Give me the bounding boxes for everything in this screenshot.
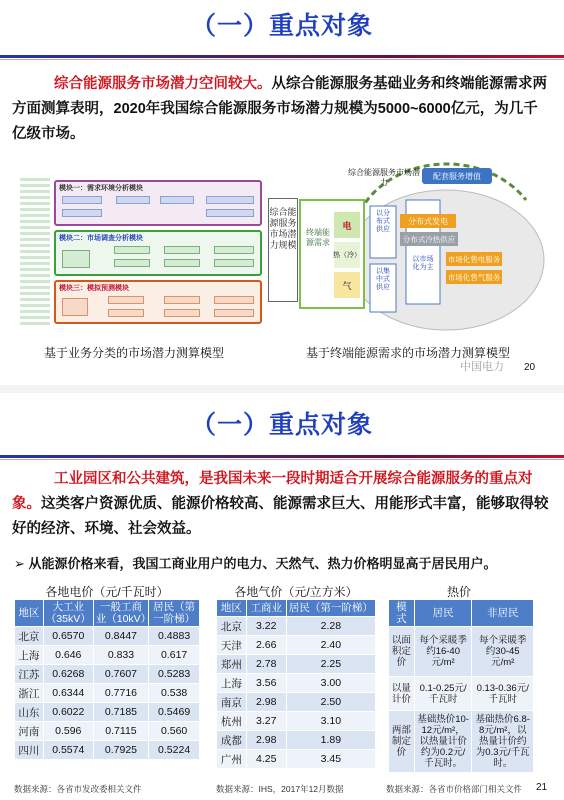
cell: 成都 bbox=[217, 731, 247, 750]
cell: 3.00 bbox=[286, 674, 375, 693]
column-header: 大工业（35kV） bbox=[43, 600, 93, 627]
module-3-block bbox=[164, 309, 200, 317]
terminal-demand-diagram bbox=[296, 160, 546, 332]
heading-rule-thin bbox=[0, 59, 564, 60]
cell: 河南 bbox=[15, 722, 44, 741]
cell: 山东 bbox=[15, 703, 44, 722]
cell: 以面积定价 bbox=[389, 627, 415, 677]
cell: 天津 bbox=[217, 636, 247, 655]
table-row bbox=[15, 741, 200, 760]
targets-highlight: 工业园区和公共建筑，是我国未来一段时期适合开展综合能源服务的重点对象。 bbox=[12, 471, 533, 512]
cell: 郑州 bbox=[217, 655, 247, 674]
gas-table-title: 各地气价（元/立方米） bbox=[234, 585, 358, 599]
table-row bbox=[217, 617, 376, 636]
cell: 每个采暖季约30-45元/m² bbox=[472, 627, 534, 677]
supply-distributed: 以分布式供应 bbox=[376, 210, 390, 233]
cell: 3.10 bbox=[286, 712, 375, 731]
slide-heading: （一）重点对象 bbox=[190, 411, 373, 439]
caption-right: 基于终端能源需求的市场潜力测算模型 bbox=[306, 346, 511, 360]
cell: 杭州 bbox=[217, 712, 247, 731]
column-header: 一般工商业（10kV） bbox=[93, 600, 148, 627]
cell: 2.78 bbox=[246, 655, 286, 674]
cell: 0.5224 bbox=[149, 741, 200, 760]
cell: 2.50 bbox=[286, 693, 375, 712]
heat-source: 数据来源：各省市价格部门相关文件 bbox=[386, 784, 523, 794]
module-1-block bbox=[62, 196, 102, 204]
cell: 0.6570 bbox=[43, 627, 93, 646]
module-2-block bbox=[214, 259, 254, 267]
targets-text: 这类客户资源优质、能源价格较高、能源需求巨大、用能形式丰富，能够取得较好的经济、环境、社会效益。 bbox=[12, 496, 549, 537]
cell: 0.617 bbox=[149, 646, 200, 665]
cell: 四川 bbox=[15, 741, 44, 760]
table-row bbox=[15, 665, 200, 684]
cell: 0.8447 bbox=[93, 627, 148, 646]
cell: 2.25 bbox=[286, 655, 375, 674]
cell: 基础热价6.8-8元/m²，以热量计价约为0.3元/千瓦时。 bbox=[472, 711, 534, 773]
table-row bbox=[217, 693, 376, 712]
table-row bbox=[389, 711, 534, 773]
module-3-block bbox=[62, 298, 88, 316]
module-1-block bbox=[206, 196, 254, 204]
intro-text: 从综合能源服务基础业务和终端能源需求两方面测算表明，2020年我国综合能源服务市场潜力规模为5000~6000亿元，为几千亿级市场。 bbox=[12, 76, 547, 142]
cell: 2.40 bbox=[286, 636, 375, 655]
cell: 2.28 bbox=[286, 617, 375, 636]
cell: 每个采暖季约16-40元/m² bbox=[414, 627, 472, 677]
module-3-title: 模块三：模拟预测模块 bbox=[59, 285, 129, 292]
cell: 0.5469 bbox=[149, 703, 200, 722]
cell: 0.1-0.25元/千瓦时 bbox=[414, 677, 472, 711]
distributed-generation: 分布式发电 bbox=[408, 217, 448, 226]
slide-key-targets bbox=[0, 393, 564, 800]
module-1-block bbox=[206, 209, 254, 217]
intro-paragraph bbox=[12, 72, 552, 147]
table-row bbox=[217, 731, 376, 750]
cell: 3.56 bbox=[246, 674, 286, 693]
cell: 0.7925 bbox=[93, 741, 148, 760]
distributed-heat-supply: 分布式冷热供应 bbox=[402, 235, 456, 244]
cell: 2.98 bbox=[246, 693, 286, 712]
column-header: 非居民 bbox=[472, 600, 534, 627]
electricity-source: 数据来源：各省市发改委相关文件 bbox=[14, 784, 142, 794]
gas-price-table bbox=[216, 599, 376, 769]
gas-source: 数据来源：IHS，2017年12月数据 bbox=[216, 784, 344, 794]
heading-rule bbox=[0, 55, 564, 58]
table-row bbox=[15, 646, 200, 665]
heat-rows bbox=[389, 627, 534, 773]
cell: 0.833 bbox=[93, 646, 148, 665]
cell: 以量计价 bbox=[389, 677, 415, 711]
cell: 北京 bbox=[15, 627, 44, 646]
business-model-diagram bbox=[20, 178, 297, 328]
module-2-block bbox=[214, 246, 254, 254]
cell: 0.5574 bbox=[43, 741, 93, 760]
slide-market-potential bbox=[0, 0, 564, 385]
diagram-top-label: 综合能源服务市场潜力 bbox=[348, 168, 420, 187]
cell: 0.13-0.36元/千瓦时 bbox=[472, 677, 534, 711]
cell: 浙江 bbox=[15, 684, 44, 703]
module-3-block bbox=[214, 296, 254, 304]
heat-table-title: 热价 bbox=[446, 585, 471, 599]
intro-highlight: 综合能源服务市场潜力空间较大。 bbox=[54, 76, 272, 92]
module-3-block bbox=[164, 296, 200, 304]
cell: 0.6268 bbox=[43, 665, 93, 684]
table-row bbox=[15, 703, 200, 722]
cell: 2.66 bbox=[246, 636, 286, 655]
table-row bbox=[217, 712, 376, 731]
column-header: 模式 bbox=[389, 600, 415, 627]
table-row bbox=[217, 636, 376, 655]
slide-divider bbox=[0, 385, 564, 393]
table-row bbox=[217, 655, 376, 674]
module-2-title: 模块二：市场调查分析模块 bbox=[59, 235, 143, 242]
module-1-block bbox=[116, 196, 150, 204]
price-bullet: ➢ 从能源价格来看，我国工商业用户的电力、天然气、热力价格明显高于居民用户。 bbox=[14, 556, 497, 571]
column-header: 地区 bbox=[217, 600, 247, 617]
cell: 北京 bbox=[217, 617, 247, 636]
column-header: 居民（第一阶梯） bbox=[286, 600, 375, 617]
caption-left: 基于业务分类的市场潜力测算模型 bbox=[44, 346, 225, 360]
cell: 1.89 bbox=[286, 731, 375, 750]
targets-paragraph bbox=[12, 467, 552, 542]
table-row bbox=[217, 674, 376, 693]
table-row bbox=[217, 750, 376, 769]
cell: 0.7115 bbox=[93, 722, 148, 741]
column-header: 地区 bbox=[15, 600, 44, 627]
module-3-block bbox=[108, 296, 144, 304]
table-row bbox=[15, 627, 200, 646]
table-row bbox=[389, 627, 534, 677]
market-electricity-service: 市场化售电服务 bbox=[447, 255, 501, 264]
column-header: 居民 bbox=[414, 600, 472, 627]
market-gas-service: 市场化售气服务 bbox=[447, 273, 501, 282]
cell: 4.25 bbox=[246, 750, 286, 769]
gas-rows bbox=[217, 617, 376, 769]
cell: 上海 bbox=[217, 674, 247, 693]
module-1-block bbox=[62, 209, 102, 217]
module-2-block bbox=[62, 250, 90, 268]
table-row bbox=[389, 677, 534, 711]
cell: 两部制定价 bbox=[389, 711, 415, 773]
module-box-3 bbox=[54, 280, 262, 324]
cell: 0.596 bbox=[43, 722, 93, 741]
electricity-rows bbox=[15, 627, 200, 760]
table-row bbox=[15, 722, 200, 741]
module-2-block bbox=[164, 259, 200, 267]
terminal-demand-label: 终端能源需求 bbox=[306, 228, 330, 247]
table-row bbox=[15, 684, 200, 703]
supply-centralized: 以集中式供应 bbox=[376, 268, 390, 291]
column-header: 工商业 bbox=[246, 600, 286, 617]
heading-rule bbox=[0, 455, 564, 458]
cell: 0.538 bbox=[149, 684, 200, 703]
cell-gas: 气 bbox=[342, 281, 352, 291]
cell-electricity: 电 bbox=[342, 221, 352, 231]
cell: 0.560 bbox=[149, 722, 200, 741]
cell: 0.4883 bbox=[149, 627, 200, 646]
service-value-added: 配套服务增值 bbox=[433, 172, 481, 181]
column-header: 居民（第一阶梯） bbox=[149, 600, 200, 627]
cell: 江苏 bbox=[15, 665, 44, 684]
heat-price-table bbox=[388, 599, 534, 773]
module-box-1 bbox=[54, 180, 262, 226]
cell: 0.7607 bbox=[93, 665, 148, 684]
decorative-stripes bbox=[20, 178, 50, 328]
supply-market: 以市场化为主 bbox=[412, 256, 434, 271]
module-3-block bbox=[214, 309, 254, 317]
electricity-table-title: 各地电价（元/千瓦时） bbox=[45, 585, 169, 599]
slide-heading: （一）重点对象 bbox=[190, 12, 373, 40]
cell: 3.45 bbox=[286, 750, 375, 769]
module-2-block bbox=[114, 259, 150, 267]
market-potential-side-label: 综合能源服务市场潜力规模 bbox=[268, 198, 298, 302]
page-number: 20 bbox=[524, 362, 536, 373]
cell: 广州 bbox=[217, 750, 247, 769]
page-number: 21 bbox=[536, 782, 548, 793]
electricity-price-table bbox=[14, 599, 200, 760]
cell: 上海 bbox=[15, 646, 44, 665]
cell: 0.6022 bbox=[43, 703, 93, 722]
module-1-title: 模块一：需求环境分析模块 bbox=[59, 185, 143, 192]
cell: 0.7185 bbox=[93, 703, 148, 722]
cell-heat: 热（冷） bbox=[333, 252, 361, 259]
cell: 3.27 bbox=[246, 712, 286, 731]
cell: 南京 bbox=[217, 693, 247, 712]
cell: 0.7716 bbox=[93, 684, 148, 703]
module-1-block bbox=[160, 196, 194, 204]
cell: 0.6344 bbox=[43, 684, 93, 703]
cell: 基础热价10-12元/m²，以热量计价约为0.2元/千瓦时。 bbox=[414, 711, 472, 773]
module-2-block bbox=[164, 246, 200, 254]
watermark: 中国电力 bbox=[460, 361, 504, 373]
module-box-2 bbox=[54, 230, 262, 276]
cell: 3.22 bbox=[246, 617, 286, 636]
cell: 0.646 bbox=[43, 646, 93, 665]
cell: 2.98 bbox=[246, 731, 286, 750]
heading-rule-thin bbox=[0, 459, 564, 460]
module-3-block bbox=[108, 309, 144, 317]
module-2-block bbox=[114, 246, 150, 254]
cell: 0.5283 bbox=[149, 665, 200, 684]
